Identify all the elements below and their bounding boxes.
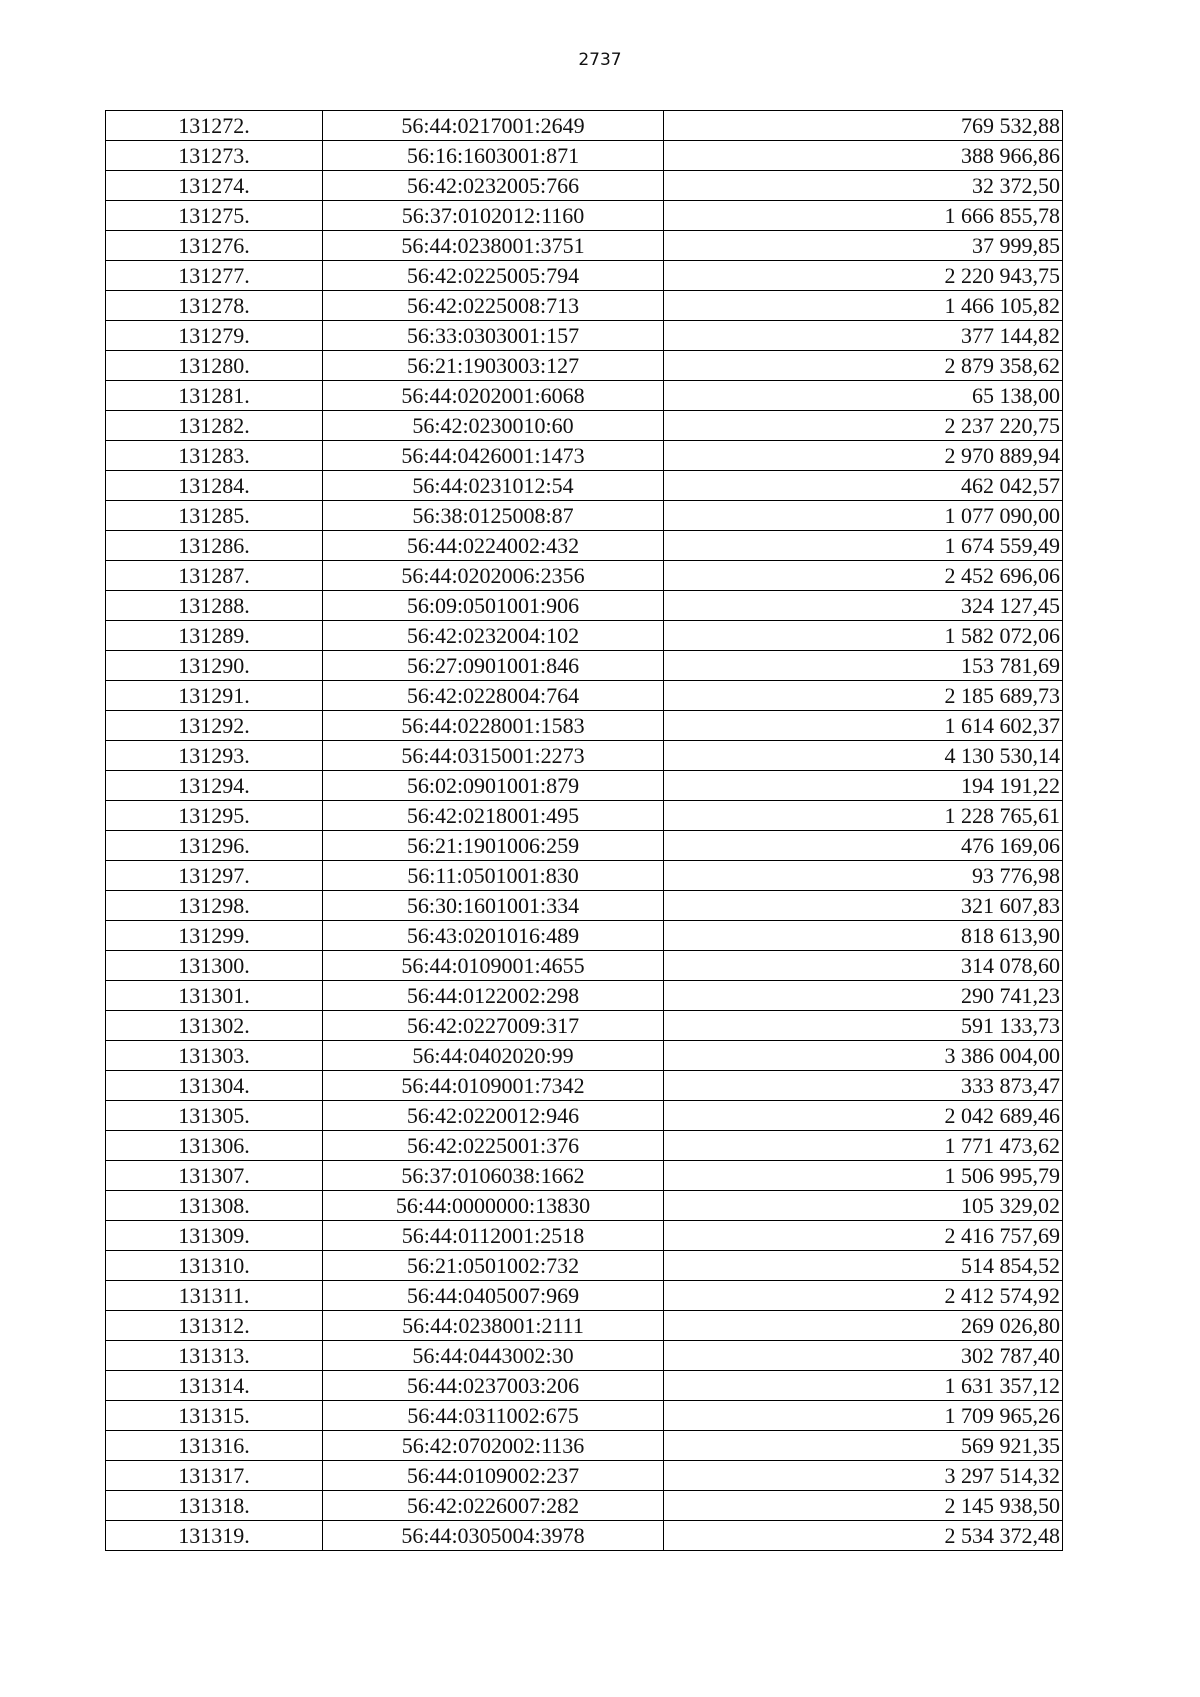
cadastral-value-cell: 1 614 602,37 <box>664 711 1063 741</box>
table-row <box>106 1521 1063 1551</box>
cadastral-value-cell: 2 412 574,92 <box>664 1281 1063 1311</box>
cadastral-number-cell: 56:44:0402020:99 <box>323 1041 664 1071</box>
table-row <box>106 1371 1063 1401</box>
cadastral-number-cell: 56:44:0311002:675 <box>323 1401 664 1431</box>
table-row <box>106 501 1063 531</box>
cadastral-number-cell: 56:44:0202001:6068 <box>323 381 664 411</box>
table-row <box>106 111 1063 141</box>
row-number-cell: 131309. <box>106 1221 323 1251</box>
table-row <box>106 831 1063 861</box>
cadastral-number-cell: 56:42:0232005:766 <box>323 171 664 201</box>
cadastral-number-cell: 56:44:0405007:969 <box>323 1281 664 1311</box>
table-row <box>106 981 1063 1011</box>
row-number-cell: 131288. <box>106 591 323 621</box>
row-number-cell: 131286. <box>106 531 323 561</box>
table-row <box>106 441 1063 471</box>
cadastral-number-cell: 56:44:0231012:54 <box>323 471 664 501</box>
row-number-cell: 131279. <box>106 321 323 351</box>
cadastral-value-cell: 2 145 938,50 <box>664 1491 1063 1521</box>
row-number-cell: 131276. <box>106 231 323 261</box>
row-number-cell: 131295. <box>106 801 323 831</box>
cadastral-value-cell: 569 921,35 <box>664 1431 1063 1461</box>
table-row <box>106 1041 1063 1071</box>
row-number-cell: 131297. <box>106 861 323 891</box>
table-row <box>106 1401 1063 1431</box>
cadastral-number-cell: 56:44:0112001:2518 <box>323 1221 664 1251</box>
row-number-cell: 131294. <box>106 771 323 801</box>
cadastral-value-cell: 105 329,02 <box>664 1191 1063 1221</box>
cadastral-value-cell: 1 709 965,26 <box>664 1401 1063 1431</box>
row-number-cell: 131300. <box>106 951 323 981</box>
cadastral-number-cell: 56:44:0109001:7342 <box>323 1071 664 1101</box>
cadastral-value-cell: 333 873,47 <box>664 1071 1063 1101</box>
cadastral-number-cell: 56:09:0501001:906 <box>323 591 664 621</box>
cadastral-value-cell: 1 582 072,06 <box>664 621 1063 651</box>
table-row <box>106 291 1063 321</box>
row-number-cell: 131318. <box>106 1491 323 1521</box>
row-number-cell: 131302. <box>106 1011 323 1041</box>
cadastral-number-cell: 56:44:0305004:3978 <box>323 1521 664 1551</box>
table-row <box>106 321 1063 351</box>
cadastral-number-cell: 56:16:1603001:871 <box>323 141 664 171</box>
table-row <box>106 1491 1063 1521</box>
cadastral-value-cell: 388 966,86 <box>664 141 1063 171</box>
row-number-cell: 131303. <box>106 1041 323 1071</box>
cadastral-number-cell: 56:44:0217001:2649 <box>323 111 664 141</box>
table-row <box>106 471 1063 501</box>
row-number-cell: 131274. <box>106 171 323 201</box>
cadastral-number-cell: 56:44:0202006:2356 <box>323 561 664 591</box>
row-number-cell: 131296. <box>106 831 323 861</box>
cadastral-value-cell: 514 854,52 <box>664 1251 1063 1281</box>
row-number-cell: 131307. <box>106 1161 323 1191</box>
cadastral-value-cell: 302 787,40 <box>664 1341 1063 1371</box>
row-number-cell: 131287. <box>106 561 323 591</box>
cadastral-number-cell: 56:42:0227009:317 <box>323 1011 664 1041</box>
cadastral-value-cell: 3 386 004,00 <box>664 1041 1063 1071</box>
cadastral-number-cell: 56:44:0443002:30 <box>323 1341 664 1371</box>
cadastral-value-cell: 1 077 090,00 <box>664 501 1063 531</box>
cadastral-value-cell: 2 970 889,94 <box>664 441 1063 471</box>
cadastral-value-cell: 314 078,60 <box>664 951 1063 981</box>
cadastral-value-cell: 37 999,85 <box>664 231 1063 261</box>
table-row <box>106 1161 1063 1191</box>
table-row <box>106 651 1063 681</box>
cadastral-value-cell: 2 534 372,48 <box>664 1521 1063 1551</box>
cadastral-value-cell: 1 771 473,62 <box>664 1131 1063 1161</box>
table-row <box>106 171 1063 201</box>
cadastral-value-cell: 818 613,90 <box>664 921 1063 951</box>
cadastral-number-cell: 56:42:0232004:102 <box>323 621 664 651</box>
table-row <box>106 921 1063 951</box>
table-row <box>106 741 1063 771</box>
cadastral-value-cell: 476 169,06 <box>664 831 1063 861</box>
row-number-cell: 131293. <box>106 741 323 771</box>
table-row <box>106 801 1063 831</box>
cadastral-value-cell: 769 532,88 <box>664 111 1063 141</box>
table-row <box>106 561 1063 591</box>
cadastral-value-cell: 194 191,22 <box>664 771 1063 801</box>
cadastral-value-cell: 2 042 689,46 <box>664 1101 1063 1131</box>
cadastral-value-cell: 2 237 220,75 <box>664 411 1063 441</box>
table-row <box>106 1131 1063 1161</box>
table-row <box>106 771 1063 801</box>
table-row <box>106 1341 1063 1371</box>
table-row <box>106 261 1063 291</box>
table-body <box>106 111 1063 1551</box>
row-number-cell: 131301. <box>106 981 323 1011</box>
row-number-cell: 131283. <box>106 441 323 471</box>
table-row <box>106 1461 1063 1491</box>
cadastral-number-cell: 56:30:1601001:334 <box>323 891 664 921</box>
table-row <box>106 411 1063 441</box>
table-row <box>106 1311 1063 1341</box>
table-row <box>106 201 1063 231</box>
cadastral-value-cell: 4 130 530,14 <box>664 741 1063 771</box>
cadastral-number-cell: 56:11:0501001:830 <box>323 861 664 891</box>
table-row <box>106 711 1063 741</box>
cadastral-value-table <box>105 110 1063 1551</box>
cadastral-number-cell: 56:21:0501002:732 <box>323 1251 664 1281</box>
table-row <box>106 141 1063 171</box>
cadastral-number-cell: 56:42:0225001:376 <box>323 1131 664 1161</box>
row-number-cell: 131289. <box>106 621 323 651</box>
table-row <box>106 1431 1063 1461</box>
row-number-cell: 131278. <box>106 291 323 321</box>
cadastral-value-cell: 93 776,98 <box>664 861 1063 891</box>
cadastral-number-cell: 56:42:0218001:495 <box>323 801 664 831</box>
cadastral-value-cell: 324 127,45 <box>664 591 1063 621</box>
cadastral-number-cell: 56:44:0109001:4655 <box>323 951 664 981</box>
cadastral-number-cell: 56:42:0225005:794 <box>323 261 664 291</box>
row-number-cell: 131281. <box>106 381 323 411</box>
cadastral-number-cell: 56:27:0901001:846 <box>323 651 664 681</box>
cadastral-number-cell: 56:44:0109002:237 <box>323 1461 664 1491</box>
row-number-cell: 131272. <box>106 111 323 141</box>
table-row <box>106 1011 1063 1041</box>
row-number-cell: 131291. <box>106 681 323 711</box>
cadastral-number-cell: 56:44:0238001:3751 <box>323 231 664 261</box>
row-number-cell: 131275. <box>106 201 323 231</box>
table-row <box>106 861 1063 891</box>
cadastral-number-cell: 56:43:0201016:489 <box>323 921 664 951</box>
cadastral-number-cell: 56:44:0228001:1583 <box>323 711 664 741</box>
cadastral-value-cell: 1 228 765,61 <box>664 801 1063 831</box>
cadastral-value-cell: 2 879 358,62 <box>664 351 1063 381</box>
cadastral-number-cell: 56:02:0901001:879 <box>323 771 664 801</box>
cadastral-number-cell: 56:21:1901006:259 <box>323 831 664 861</box>
cadastral-value-cell: 1 631 357,12 <box>664 1371 1063 1401</box>
cadastral-number-cell: 56:44:0237003:206 <box>323 1371 664 1401</box>
row-number-cell: 131298. <box>106 891 323 921</box>
cadastral-number-cell: 56:44:0238001:2111 <box>323 1311 664 1341</box>
table-row <box>106 1101 1063 1131</box>
table-row <box>106 1191 1063 1221</box>
cadastral-value-cell: 1 674 559,49 <box>664 531 1063 561</box>
page-number: 2737 <box>578 50 622 70</box>
row-number-cell: 131277. <box>106 261 323 291</box>
row-number-cell: 131319. <box>106 1521 323 1551</box>
cadastral-number-cell: 56:44:0224002:432 <box>323 531 664 561</box>
cadastral-value-cell: 2 185 689,73 <box>664 681 1063 711</box>
row-number-cell: 131311. <box>106 1281 323 1311</box>
row-number-cell: 131273. <box>106 141 323 171</box>
cadastral-value-cell: 591 133,73 <box>664 1011 1063 1041</box>
row-number-cell: 131317. <box>106 1461 323 1491</box>
cadastral-number-cell: 56:42:0225008:713 <box>323 291 664 321</box>
cadastral-value-cell: 269 026,80 <box>664 1311 1063 1341</box>
cadastral-value-cell: 1 666 855,78 <box>664 201 1063 231</box>
row-number-cell: 131285. <box>106 501 323 531</box>
row-number-cell: 131308. <box>106 1191 323 1221</box>
cadastral-number-cell: 56:44:0426001:1473 <box>323 441 664 471</box>
cadastral-value-cell: 321 607,83 <box>664 891 1063 921</box>
cadastral-value-cell: 2 416 757,69 <box>664 1221 1063 1251</box>
table-row <box>106 681 1063 711</box>
cadastral-value-cell: 2 220 943,75 <box>664 261 1063 291</box>
row-number-cell: 131316. <box>106 1431 323 1461</box>
table-row <box>106 1221 1063 1251</box>
row-number-cell: 131312. <box>106 1311 323 1341</box>
table-row <box>106 621 1063 651</box>
table-row <box>106 951 1063 981</box>
cadastral-value-cell: 153 781,69 <box>664 651 1063 681</box>
row-number-cell: 131280. <box>106 351 323 381</box>
cadastral-value-cell: 1 506 995,79 <box>664 1161 1063 1191</box>
row-number-cell: 131305. <box>106 1101 323 1131</box>
table-row <box>106 1251 1063 1281</box>
cadastral-number-cell: 56:21:1903003:127 <box>323 351 664 381</box>
cadastral-number-cell: 56:42:0228004:764 <box>323 681 664 711</box>
cadastral-number-cell: 56:42:0220012:946 <box>323 1101 664 1131</box>
cadastral-number-cell: 56:38:0125008:87 <box>323 501 664 531</box>
table-row <box>106 891 1063 921</box>
table-row <box>106 531 1063 561</box>
cadastral-number-cell: 56:44:0315001:2273 <box>323 741 664 771</box>
row-number-cell: 131306. <box>106 1131 323 1161</box>
row-number-cell: 131290. <box>106 651 323 681</box>
table-row <box>106 1071 1063 1101</box>
row-number-cell: 131304. <box>106 1071 323 1101</box>
cadastral-number-cell: 56:44:0122002:298 <box>323 981 664 1011</box>
row-number-cell: 131315. <box>106 1401 323 1431</box>
table-row <box>106 1281 1063 1311</box>
table-row <box>106 591 1063 621</box>
row-number-cell: 131292. <box>106 711 323 741</box>
cadastral-value-cell: 3 297 514,32 <box>664 1461 1063 1491</box>
cadastral-value-cell: 65 138,00 <box>664 381 1063 411</box>
cadastral-value-cell: 377 144,82 <box>664 321 1063 351</box>
cadastral-number-cell: 56:42:0702002:1136 <box>323 1431 664 1461</box>
row-number-cell: 131314. <box>106 1371 323 1401</box>
row-number-cell: 131282. <box>106 411 323 441</box>
table-row <box>106 351 1063 381</box>
row-number-cell: 131313. <box>106 1341 323 1371</box>
cadastral-value-cell: 1 466 105,82 <box>664 291 1063 321</box>
table-row <box>106 231 1063 261</box>
cadastral-value-cell: 32 372,50 <box>664 171 1063 201</box>
cadastral-number-cell: 56:42:0230010:60 <box>323 411 664 441</box>
cadastral-value-cell: 2 452 696,06 <box>664 561 1063 591</box>
cadastral-number-cell: 56:37:0102012:1160 <box>323 201 664 231</box>
cadastral-number-cell: 56:37:0106038:1662 <box>323 1161 664 1191</box>
cadastral-number-cell: 56:33:0303001:157 <box>323 321 664 351</box>
row-number-cell: 131310. <box>106 1251 323 1281</box>
cadastral-number-cell: 56:44:0000000:13830 <box>323 1191 664 1221</box>
cadastral-number-cell: 56:42:0226007:282 <box>323 1491 664 1521</box>
table-row <box>106 381 1063 411</box>
row-number-cell: 131284. <box>106 471 323 501</box>
cadastral-value-cell: 290 741,23 <box>664 981 1063 1011</box>
cadastral-value-cell: 462 042,57 <box>664 471 1063 501</box>
row-number-cell: 131299. <box>106 921 323 951</box>
